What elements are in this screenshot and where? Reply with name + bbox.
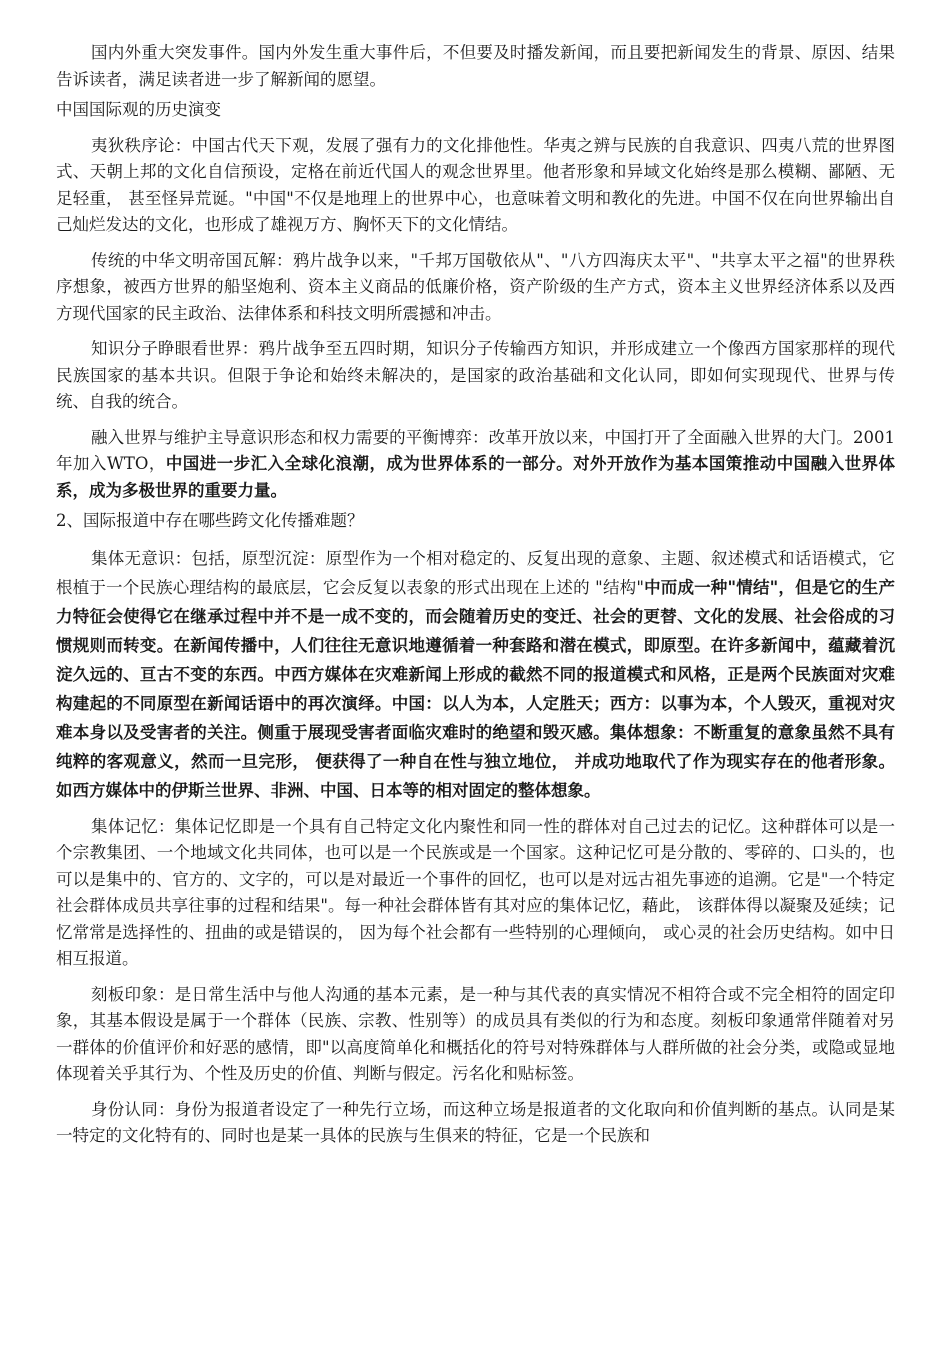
paragraph-term-collective-imagination: 集体想象 <box>609 722 678 742</box>
paragraph-collective-unconscious <box>56 544 895 805</box>
paragraph-text: 集体无意识：包括，原型沉淀：原型作为一个相对稳定的、反复出现的意象、主题、叙述模式和话语模式，它根植于一个民族心理结构的最底层，它会反复以表象的形式出现在上述的 "结构" <box>56 548 895 597</box>
paragraph-empire-collapse <box>56 248 895 328</box>
paragraph-text: 刻板印象：是日常生活中与他人沟通的基本元素，是一种与其代表的真实情况不相符合或不完全相符的固定印象，其基本假设是属于一个群体（民族、宗教、性别等）的成员具有类似的行为和态度。刻板印象通常伴随着对另一群体的价值评价和好恶的感情，即"以高度简单化和概括化的符号对特殊群体与人群所做的社会分类，或隐或显地体现着关乎其行为、个性及历史的价值、判断与假定。污名化和贴标签。 <box>56 984 895 1083</box>
paragraph-text: 身份认同：身份为报道者设定了一种先行立场，而这种立场是报道者的文化取向和价值判断的基点。认同是某一特定的文化特有的、同时也是某一具体的民族与生俱来的特征，它是一个民族和 <box>56 1099 895 1145</box>
paragraph-bold-text: 中国进一步汇入全球化浪潮，成为世界体系的一部分。对外开放作为基本国策推动中国融入世界体系，成为多极世界的重要力量。 <box>56 454 896 500</box>
paragraph-text: 融入世界与维护主导意识形态和权力需要的平衡博弈：改革开放以来，中国打开了全面融入世界的大门。2001 年加入WTO， <box>56 427 895 473</box>
paragraph-intellectuals <box>56 336 895 416</box>
paragraph-text: 国内外重大突发事件。国内外发生重大事件后，不但要及时播发新闻，而且要把新闻发生的背景、原因、结果告诉读者，满足读者进一步了解新闻的愿望。 <box>56 43 895 89</box>
paragraph-breaking-news <box>56 40 895 93</box>
paragraph-text: 夷狄秩序论：中国古代天下观，发展了强有力的文化排他性。华夷之辨与民族的自我意识、四夷八荒的世界图式、天朝上邦的文化自信预设，定格在前近代国人的观念世界里。他者形象和异域文化始终是那么模糊、鄙陋、无足轻重， 甚至怪异荒诞。"中国"不仅是地理上的世界中心，也意味着文明和教化的先进。中国不仅在向世界输出自己灿烂发达的文化，也形成了雄视万方、胸怀天下的文化情结。 <box>56 135 895 234</box>
paragraph-yidi-order <box>56 133 895 239</box>
paragraph-text: 知识分子睁眼看世界：鸦片战争至五四时期，知识分子传输西方知识，并形成建立一个像西方国家那样的现代民族国家的基本共识。但限于争论和始终未解决的，是国家的政治基础和文化认同，即如何实现现代、世界与传统、自我的统合。 <box>56 339 895 411</box>
paragraph-text: 集体记忆：集体记忆即是一个具有自己特定文化内聚性和同一性的群体对自己过去的记忆。这种群体可以是一个宗教集团、一个地域文化共同体，也可以是一个民族或是一个国家。这种记忆可是分散的、零碎的、口头的，也可以是集中的、官方的、文字的，可以是对最近一个事件的回忆，也可以是对远古祖先事迹的追溯。它是"一个特定社会群体成员共享往事的过程和结果"。每一种社会群体皆有其对应的集体记忆，藉此， 该群体得以凝聚及延续；记忆常常是选择性的、扭曲的或是错误的， 因为每个社会都有一些特别的心理倾向， 或心灵的社会历史结构。如中日相互报道。 <box>56 816 895 968</box>
section-heading-question-2: 2、国际报道中存在哪些跨文化传播难题？ <box>56 511 364 530</box>
paragraph-identity <box>56 1097 895 1150</box>
paragraph-collective-memory <box>56 814 895 973</box>
paragraph-text: 传统的中华文明帝国瓦解：鸦片战争以来，"千邦万国敬依从"、"八方四海庆太平"、"共享太平之福"的世界秩序想象，被西方世界的船坚炮利、资本主义商品的低廉价格，资产阶级的生产方式，资本主义世界经济体系以及西方现代国家的民主政治、法律体系和科技文明所震撼和冲击。 <box>56 250 895 323</box>
paragraph-bold-text: 中而成一种"情结"，但是它的生产力特征会使得它在继承过程中并不是一成不变的，而会随着历史的变迁、社会的更替、文化的发展、社会俗成的习惯规则而转变。在新闻传播中，人们往往无意识地遵循着一种套路和潜在模式，即原型。在许多新闻中，蕴藏着沉淀久远的、亘古不变的东西。中西方媒体在灾难新闻上形成的截然不同的报道模式和风格，正是两个民族面对灾难构建起的不同原型在新闻话语中的再次演绎。中国：以人为本，人定胜天；西方：以事为本，个人毁灭，重视对灾难本身以及受害者的关注。侧重于展现受害者面临灾难时的绝望和毁灭感。 <box>56 577 895 742</box>
paragraph-bold-text: ：不断重复的意象虽然不具有纯粹的客观意义，然而一旦完形， 便获得了一种自在性与独立地位， 并成功地取代了作为现实存在的他者形象。 如西方媒体中的伊斯兰世界、非洲、中国、日本等的相对固定的整体想象。 <box>56 722 896 800</box>
paragraph-integration <box>56 425 895 505</box>
section-heading-history: 中国国际观的历史演变 <box>56 100 221 119</box>
paragraph-stereotype <box>56 982 895 1088</box>
